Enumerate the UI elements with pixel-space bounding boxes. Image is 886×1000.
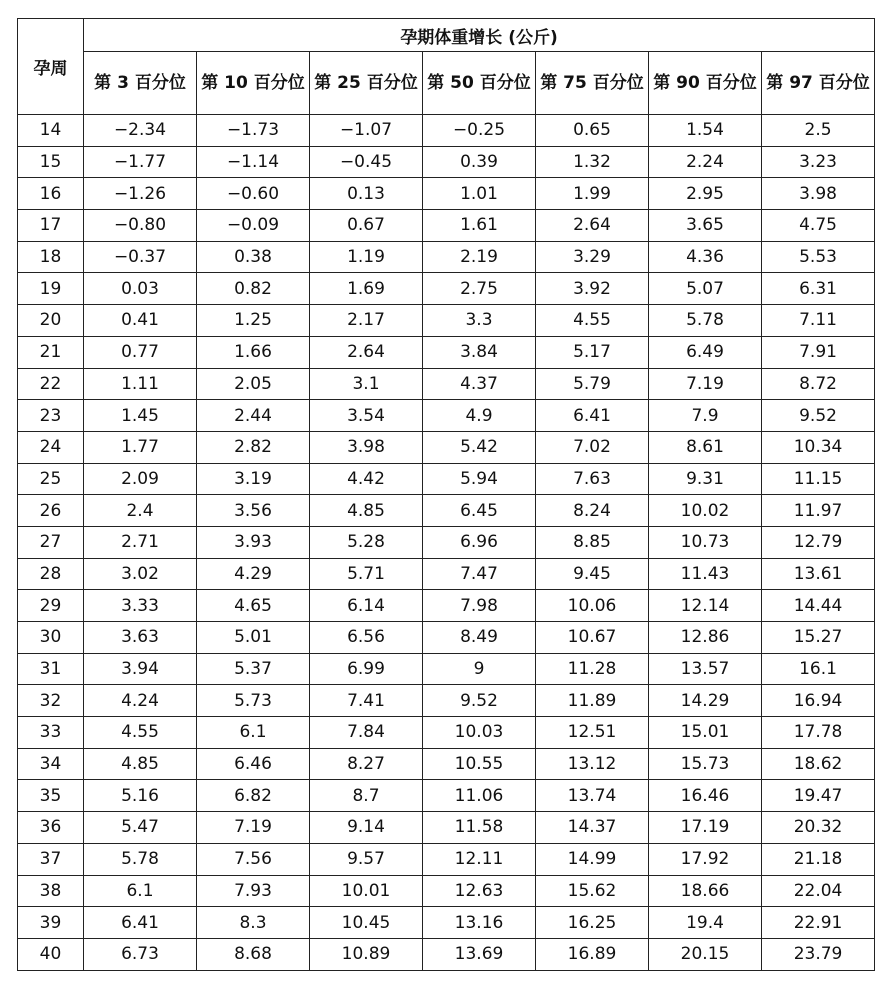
p75-cell: 2.64 bbox=[536, 210, 649, 242]
p10-cell: 7.19 bbox=[197, 812, 310, 844]
p25-cell: −1.07 bbox=[310, 115, 423, 147]
table-row bbox=[18, 336, 875, 368]
p75-cell: 3.29 bbox=[536, 241, 649, 273]
p3-cell: 6.1 bbox=[84, 875, 197, 907]
p75-cell: 14.99 bbox=[536, 843, 649, 875]
p75-cell: 9.45 bbox=[536, 558, 649, 590]
p50-cell: 3.84 bbox=[423, 336, 536, 368]
table-row bbox=[18, 526, 875, 558]
p75-cell: 16.25 bbox=[536, 907, 649, 939]
week-column-header: 孕周 bbox=[18, 19, 84, 115]
percentile-header-p75: 第 75 百分位 bbox=[536, 52, 649, 115]
percentile-header-p3: 第 3 百分位 bbox=[84, 52, 197, 115]
p25-cell: 9.57 bbox=[310, 843, 423, 875]
week-cell: 17 bbox=[18, 210, 84, 242]
p97-cell: 22.04 bbox=[762, 875, 875, 907]
p3-cell: 1.77 bbox=[84, 431, 197, 463]
p97-cell: 18.62 bbox=[762, 748, 875, 780]
p3-cell: 1.45 bbox=[84, 400, 197, 432]
p75-cell: 14.37 bbox=[536, 812, 649, 844]
p3-cell: 2.09 bbox=[84, 463, 197, 495]
p3-cell: −2.34 bbox=[84, 115, 197, 147]
week-cell: 18 bbox=[18, 241, 84, 273]
week-cell: 38 bbox=[18, 875, 84, 907]
p50-cell: 8.49 bbox=[423, 622, 536, 654]
week-cell: 29 bbox=[18, 590, 84, 622]
table-row bbox=[18, 590, 875, 622]
p25-cell: 5.28 bbox=[310, 526, 423, 558]
week-cell: 28 bbox=[18, 558, 84, 590]
p75-cell: 13.74 bbox=[536, 780, 649, 812]
p50-cell: 4.9 bbox=[423, 400, 536, 432]
weight-gain-table bbox=[17, 18, 875, 971]
p75-cell: 12.51 bbox=[536, 717, 649, 749]
p90-cell: 6.49 bbox=[649, 336, 762, 368]
p75-cell: 1.32 bbox=[536, 146, 649, 178]
p97-cell: 8.72 bbox=[762, 368, 875, 400]
p10-cell: 0.82 bbox=[197, 273, 310, 305]
p25-cell: 7.41 bbox=[310, 685, 423, 717]
p3-cell: 0.03 bbox=[84, 273, 197, 305]
week-cell: 30 bbox=[18, 622, 84, 654]
table-row bbox=[18, 115, 875, 147]
p25-cell: 1.69 bbox=[310, 273, 423, 305]
p90-cell: 4.36 bbox=[649, 241, 762, 273]
table-row bbox=[18, 558, 875, 590]
p10-cell: 6.46 bbox=[197, 748, 310, 780]
percentile-header-p50: 第 50 百分位 bbox=[423, 52, 536, 115]
p50-cell: 1.61 bbox=[423, 210, 536, 242]
p97-cell: 19.47 bbox=[762, 780, 875, 812]
table-row bbox=[18, 146, 875, 178]
p25-cell: 4.42 bbox=[310, 463, 423, 495]
p50-cell: 5.94 bbox=[423, 463, 536, 495]
p97-cell: 6.31 bbox=[762, 273, 875, 305]
p90-cell: 15.73 bbox=[649, 748, 762, 780]
p75-cell: 1.99 bbox=[536, 178, 649, 210]
p3-cell: 6.73 bbox=[84, 938, 197, 970]
p97-cell: 5.53 bbox=[762, 241, 875, 273]
p75-cell: 5.17 bbox=[536, 336, 649, 368]
p25-cell: 5.71 bbox=[310, 558, 423, 590]
table-header bbox=[18, 19, 875, 115]
p97-cell: 15.27 bbox=[762, 622, 875, 654]
week-cell: 22 bbox=[18, 368, 84, 400]
p97-cell: 16.1 bbox=[762, 653, 875, 685]
p3-cell: 3.94 bbox=[84, 653, 197, 685]
p50-cell: 1.01 bbox=[423, 178, 536, 210]
p10-cell: 6.82 bbox=[197, 780, 310, 812]
p3-cell: 4.24 bbox=[84, 685, 197, 717]
p97-cell: 21.18 bbox=[762, 843, 875, 875]
week-cell: 32 bbox=[18, 685, 84, 717]
p10-cell: −0.60 bbox=[197, 178, 310, 210]
p25-cell: 6.99 bbox=[310, 653, 423, 685]
p75-cell: 0.65 bbox=[536, 115, 649, 147]
p90-cell: 12.14 bbox=[649, 590, 762, 622]
week-cell: 15 bbox=[18, 146, 84, 178]
p25-cell: 3.1 bbox=[310, 368, 423, 400]
p25-cell: 2.64 bbox=[310, 336, 423, 368]
week-cell: 27 bbox=[18, 526, 84, 558]
p50-cell: 11.58 bbox=[423, 812, 536, 844]
week-cell: 31 bbox=[18, 653, 84, 685]
p10-cell: 1.66 bbox=[197, 336, 310, 368]
p50-cell: 9.52 bbox=[423, 685, 536, 717]
p10-cell: 1.25 bbox=[197, 305, 310, 337]
table-body bbox=[18, 115, 875, 971]
table-row bbox=[18, 717, 875, 749]
p90-cell: 2.24 bbox=[649, 146, 762, 178]
p75-cell: 3.92 bbox=[536, 273, 649, 305]
p75-cell: 10.06 bbox=[536, 590, 649, 622]
p3-cell: 3.63 bbox=[84, 622, 197, 654]
p97-cell: 23.79 bbox=[762, 938, 875, 970]
week-cell: 14 bbox=[18, 115, 84, 147]
p97-cell: 16.94 bbox=[762, 685, 875, 717]
p25-cell: 2.17 bbox=[310, 305, 423, 337]
p10-cell: 5.01 bbox=[197, 622, 310, 654]
p50-cell: 5.42 bbox=[423, 431, 536, 463]
week-cell: 39 bbox=[18, 907, 84, 939]
p90-cell: 18.66 bbox=[649, 875, 762, 907]
p90-cell: 9.31 bbox=[649, 463, 762, 495]
p50-cell: 2.19 bbox=[423, 241, 536, 273]
p10-cell: 3.56 bbox=[197, 495, 310, 527]
week-cell: 20 bbox=[18, 305, 84, 337]
week-cell: 25 bbox=[18, 463, 84, 495]
p25-cell: 9.14 bbox=[310, 812, 423, 844]
p3-cell: −1.26 bbox=[84, 178, 197, 210]
p97-cell: 9.52 bbox=[762, 400, 875, 432]
p25-cell: 8.27 bbox=[310, 748, 423, 780]
week-cell: 33 bbox=[18, 717, 84, 749]
percentile-header-p90: 第 90 百分位 bbox=[649, 52, 762, 115]
p25-cell: 3.98 bbox=[310, 431, 423, 463]
p90-cell: 7.19 bbox=[649, 368, 762, 400]
percentile-header-p10: 第 10 百分位 bbox=[197, 52, 310, 115]
p25-cell: 1.19 bbox=[310, 241, 423, 273]
week-cell: 24 bbox=[18, 431, 84, 463]
p10-cell: 4.29 bbox=[197, 558, 310, 590]
p3-cell: 0.41 bbox=[84, 305, 197, 337]
p3-cell: 2.71 bbox=[84, 526, 197, 558]
p75-cell: 8.24 bbox=[536, 495, 649, 527]
p50-cell: 0.39 bbox=[423, 146, 536, 178]
p97-cell: 11.15 bbox=[762, 463, 875, 495]
p25-cell: 6.56 bbox=[310, 622, 423, 654]
p75-cell: 5.79 bbox=[536, 368, 649, 400]
p97-cell: 7.91 bbox=[762, 336, 875, 368]
p90-cell: 19.4 bbox=[649, 907, 762, 939]
p10-cell: 3.93 bbox=[197, 526, 310, 558]
p3-cell: 2.4 bbox=[84, 495, 197, 527]
p25-cell: 10.01 bbox=[310, 875, 423, 907]
p50-cell: 6.45 bbox=[423, 495, 536, 527]
p90-cell: 3.65 bbox=[649, 210, 762, 242]
p75-cell: 7.02 bbox=[536, 431, 649, 463]
p97-cell: 12.79 bbox=[762, 526, 875, 558]
p50-cell: 13.16 bbox=[423, 907, 536, 939]
week-cell: 16 bbox=[18, 178, 84, 210]
p25-cell: −0.45 bbox=[310, 146, 423, 178]
p50-cell: 10.55 bbox=[423, 748, 536, 780]
p90-cell: 17.19 bbox=[649, 812, 762, 844]
p90-cell: 12.86 bbox=[649, 622, 762, 654]
table-row bbox=[18, 780, 875, 812]
p25-cell: 6.14 bbox=[310, 590, 423, 622]
p10-cell: 2.44 bbox=[197, 400, 310, 432]
p3-cell: −1.77 bbox=[84, 146, 197, 178]
p10-cell: 2.82 bbox=[197, 431, 310, 463]
p90-cell: 15.01 bbox=[649, 717, 762, 749]
weight-gain-group-header: 孕期体重增长 (公斤) bbox=[84, 19, 875, 52]
p10-cell: 3.19 bbox=[197, 463, 310, 495]
table-row bbox=[18, 305, 875, 337]
p97-cell: 3.98 bbox=[762, 178, 875, 210]
table-row bbox=[18, 273, 875, 305]
table-row bbox=[18, 875, 875, 907]
p3-cell: 1.11 bbox=[84, 368, 197, 400]
p50-cell: 13.69 bbox=[423, 938, 536, 970]
p10-cell: −0.09 bbox=[197, 210, 310, 242]
p90-cell: 10.73 bbox=[649, 526, 762, 558]
p90-cell: 7.9 bbox=[649, 400, 762, 432]
p25-cell: 10.45 bbox=[310, 907, 423, 939]
p10-cell: 8.68 bbox=[197, 938, 310, 970]
p97-cell: 3.23 bbox=[762, 146, 875, 178]
p10-cell: 0.38 bbox=[197, 241, 310, 273]
p50-cell: −0.25 bbox=[423, 115, 536, 147]
table-row bbox=[18, 653, 875, 685]
p90-cell: 13.57 bbox=[649, 653, 762, 685]
p50-cell: 3.3 bbox=[423, 305, 536, 337]
p10-cell: 2.05 bbox=[197, 368, 310, 400]
week-cell: 35 bbox=[18, 780, 84, 812]
p3-cell: 4.55 bbox=[84, 717, 197, 749]
p3-cell: 5.78 bbox=[84, 843, 197, 875]
table-row bbox=[18, 685, 875, 717]
header-row-percentiles bbox=[18, 52, 875, 115]
table-row bbox=[18, 431, 875, 463]
p90-cell: 10.02 bbox=[649, 495, 762, 527]
p25-cell: 3.54 bbox=[310, 400, 423, 432]
p3-cell: 0.77 bbox=[84, 336, 197, 368]
p97-cell: 20.32 bbox=[762, 812, 875, 844]
table-row bbox=[18, 368, 875, 400]
p75-cell: 10.67 bbox=[536, 622, 649, 654]
p75-cell: 15.62 bbox=[536, 875, 649, 907]
p25-cell: 7.84 bbox=[310, 717, 423, 749]
p90-cell: 1.54 bbox=[649, 115, 762, 147]
table-row bbox=[18, 463, 875, 495]
p75-cell: 13.12 bbox=[536, 748, 649, 780]
p75-cell: 7.63 bbox=[536, 463, 649, 495]
p25-cell: 0.13 bbox=[310, 178, 423, 210]
week-cell: 40 bbox=[18, 938, 84, 970]
p10-cell: −1.14 bbox=[197, 146, 310, 178]
table-row bbox=[18, 812, 875, 844]
week-cell: 26 bbox=[18, 495, 84, 527]
p97-cell: 22.91 bbox=[762, 907, 875, 939]
p97-cell: 4.75 bbox=[762, 210, 875, 242]
p97-cell: 2.5 bbox=[762, 115, 875, 147]
p3-cell: 3.02 bbox=[84, 558, 197, 590]
p50-cell: 2.75 bbox=[423, 273, 536, 305]
p90-cell: 2.95 bbox=[649, 178, 762, 210]
p75-cell: 4.55 bbox=[536, 305, 649, 337]
p97-cell: 11.97 bbox=[762, 495, 875, 527]
p75-cell: 11.28 bbox=[536, 653, 649, 685]
p10-cell: 6.1 bbox=[197, 717, 310, 749]
p90-cell: 14.29 bbox=[649, 685, 762, 717]
table-row bbox=[18, 400, 875, 432]
p90-cell: 5.07 bbox=[649, 273, 762, 305]
p3-cell: 6.41 bbox=[84, 907, 197, 939]
p3-cell: 3.33 bbox=[84, 590, 197, 622]
week-cell: 23 bbox=[18, 400, 84, 432]
p97-cell: 17.78 bbox=[762, 717, 875, 749]
p75-cell: 8.85 bbox=[536, 526, 649, 558]
table-row bbox=[18, 843, 875, 875]
percentile-header-p97: 第 97 百分位 bbox=[762, 52, 875, 115]
table-row bbox=[18, 622, 875, 654]
table-row bbox=[18, 938, 875, 970]
percentile-header-p25: 第 25 百分位 bbox=[310, 52, 423, 115]
week-cell: 34 bbox=[18, 748, 84, 780]
p50-cell: 7.47 bbox=[423, 558, 536, 590]
p25-cell: 0.67 bbox=[310, 210, 423, 242]
p90-cell: 8.61 bbox=[649, 431, 762, 463]
p97-cell: 14.44 bbox=[762, 590, 875, 622]
table-row bbox=[18, 241, 875, 273]
p10-cell: 8.3 bbox=[197, 907, 310, 939]
p10-cell: 5.37 bbox=[197, 653, 310, 685]
p75-cell: 16.89 bbox=[536, 938, 649, 970]
p50-cell: 12.63 bbox=[423, 875, 536, 907]
week-cell: 21 bbox=[18, 336, 84, 368]
p90-cell: 11.43 bbox=[649, 558, 762, 590]
p90-cell: 20.15 bbox=[649, 938, 762, 970]
p25-cell: 8.7 bbox=[310, 780, 423, 812]
week-cell: 36 bbox=[18, 812, 84, 844]
p25-cell: 4.85 bbox=[310, 495, 423, 527]
p10-cell: 7.93 bbox=[197, 875, 310, 907]
p3-cell: 4.85 bbox=[84, 748, 197, 780]
week-cell: 19 bbox=[18, 273, 84, 305]
p3-cell: 5.16 bbox=[84, 780, 197, 812]
p50-cell: 7.98 bbox=[423, 590, 536, 622]
p10-cell: 4.65 bbox=[197, 590, 310, 622]
p90-cell: 17.92 bbox=[649, 843, 762, 875]
p50-cell: 11.06 bbox=[423, 780, 536, 812]
p3-cell: −0.37 bbox=[84, 241, 197, 273]
p10-cell: 7.56 bbox=[197, 843, 310, 875]
table-row bbox=[18, 907, 875, 939]
p10-cell: −1.73 bbox=[197, 115, 310, 147]
week-cell: 37 bbox=[18, 843, 84, 875]
p90-cell: 16.46 bbox=[649, 780, 762, 812]
p75-cell: 11.89 bbox=[536, 685, 649, 717]
table-row bbox=[18, 178, 875, 210]
p97-cell: 7.11 bbox=[762, 305, 875, 337]
p10-cell: 5.73 bbox=[197, 685, 310, 717]
table-row bbox=[18, 495, 875, 527]
p25-cell: 10.89 bbox=[310, 938, 423, 970]
table-row bbox=[18, 748, 875, 780]
p97-cell: 10.34 bbox=[762, 431, 875, 463]
p97-cell: 13.61 bbox=[762, 558, 875, 590]
p3-cell: −0.80 bbox=[84, 210, 197, 242]
header-row-group bbox=[18, 19, 875, 52]
p50-cell: 12.11 bbox=[423, 843, 536, 875]
p50-cell: 6.96 bbox=[423, 526, 536, 558]
table-row bbox=[18, 210, 875, 242]
p50-cell: 10.03 bbox=[423, 717, 536, 749]
p50-cell: 9 bbox=[423, 653, 536, 685]
p50-cell: 4.37 bbox=[423, 368, 536, 400]
p3-cell: 5.47 bbox=[84, 812, 197, 844]
p75-cell: 6.41 bbox=[536, 400, 649, 432]
p90-cell: 5.78 bbox=[649, 305, 762, 337]
